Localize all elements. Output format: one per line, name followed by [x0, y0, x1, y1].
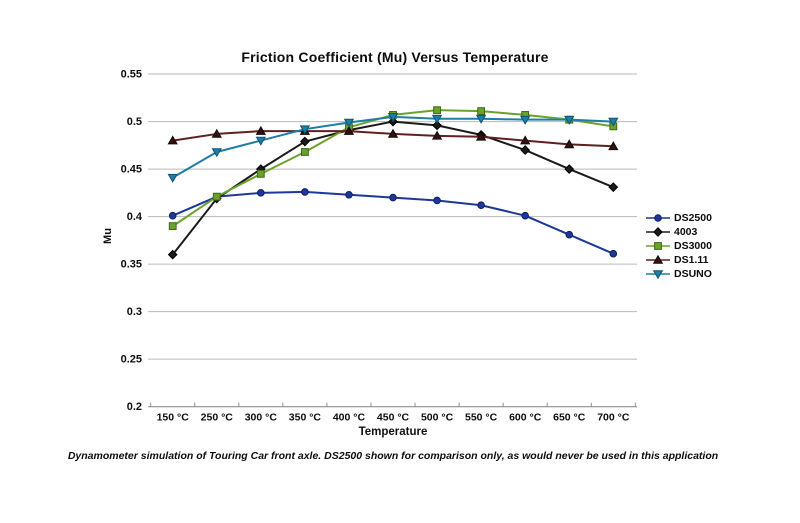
y-tick-label: 0.45 [120, 163, 142, 176]
y-tick-label: 0.4 [126, 211, 142, 224]
marker-DS3000 [213, 193, 220, 200]
x-tick-label: 650 °C [553, 411, 586, 424]
y-axis-title: Mu [101, 228, 114, 244]
x-tick-label: 450 °C [376, 411, 410, 424]
series-line-DS3000 [173, 110, 614, 226]
x-tick-label: 700 °C [597, 411, 630, 424]
marker-DS3000 [301, 149, 308, 156]
chart-title: Friction Coefficient (Mu) Versus Temperature [241, 49, 549, 65]
legend-item-4003 [646, 225, 712, 239]
legend-item-DS1.11 [646, 253, 712, 267]
y-tick-label: 0.55 [120, 68, 142, 81]
marker-DS2500 [258, 190, 265, 197]
marker-DS2500 [610, 250, 617, 257]
legend-item-DS2500 [646, 211, 712, 225]
legend-marker-icon [646, 269, 670, 279]
marker-DS3000 [169, 223, 176, 230]
legend-item-DS3000 [646, 239, 712, 253]
legend-label: DS1.11 [674, 254, 709, 266]
x-axis-title: Temperature [358, 426, 428, 438]
marker-DS2500-legend [655, 215, 662, 222]
marker-DSUNO [168, 174, 177, 182]
marker-DS2500 [169, 212, 176, 219]
marker-DSUNO [212, 149, 221, 157]
y-tick-label: 0.2 [126, 401, 142, 414]
marker-DS3000-legend [655, 243, 662, 250]
marker-DS2500 [390, 194, 397, 201]
x-tick-label: 350 °C [288, 411, 321, 424]
x-tick-label: 600 °C [509, 411, 542, 424]
marker-DS2500 [434, 197, 441, 204]
legend-label: 4003 [674, 226, 698, 238]
legend-marker-icon [646, 213, 670, 223]
x-tick-label: 550 °C [465, 411, 498, 424]
legend-marker-icon [646, 241, 670, 251]
marker-DS2500 [346, 191, 353, 198]
marker-4003 [521, 146, 529, 154]
legend-label: DS2500 [674, 212, 712, 224]
caption: Dynamometer simulation of Touring Car front axle. DS2500 shown for comparison only, as would never be used in this application [67, 450, 719, 462]
y-tick-label: 0.35 [120, 258, 142, 271]
marker-DS2500 [478, 202, 485, 209]
y-tick-label: 0.5 [126, 116, 142, 129]
marker-4003-legend [654, 228, 662, 236]
legend-marker-icon [646, 227, 670, 237]
legend-item-DSUNO [646, 267, 712, 281]
marker-DS3000 [434, 107, 441, 114]
legend-label: DSUNO [674, 268, 712, 280]
x-tick-label: 250 °C [200, 411, 233, 424]
legend [646, 211, 712, 281]
marker-DS3000 [257, 170, 264, 177]
legend-label: DS3000 [674, 240, 712, 252]
marker-4003 [565, 165, 573, 173]
legend-marker-icon [646, 255, 670, 265]
marker-DS2500 [566, 231, 573, 238]
x-tick-label: 500 °C [420, 411, 454, 424]
x-tick-label: 150 °C [156, 411, 189, 424]
x-tick-label: 300 °C [244, 411, 277, 424]
marker-DS2500 [522, 212, 529, 219]
marker-DS2500 [302, 189, 309, 196]
y-tick-label: 0.3 [126, 306, 142, 319]
y-tick-label: 0.25 [120, 353, 142, 366]
marker-DS3000 [478, 108, 485, 115]
x-tick-label: 400 °C [332, 411, 366, 424]
marker-4003 [609, 183, 617, 191]
